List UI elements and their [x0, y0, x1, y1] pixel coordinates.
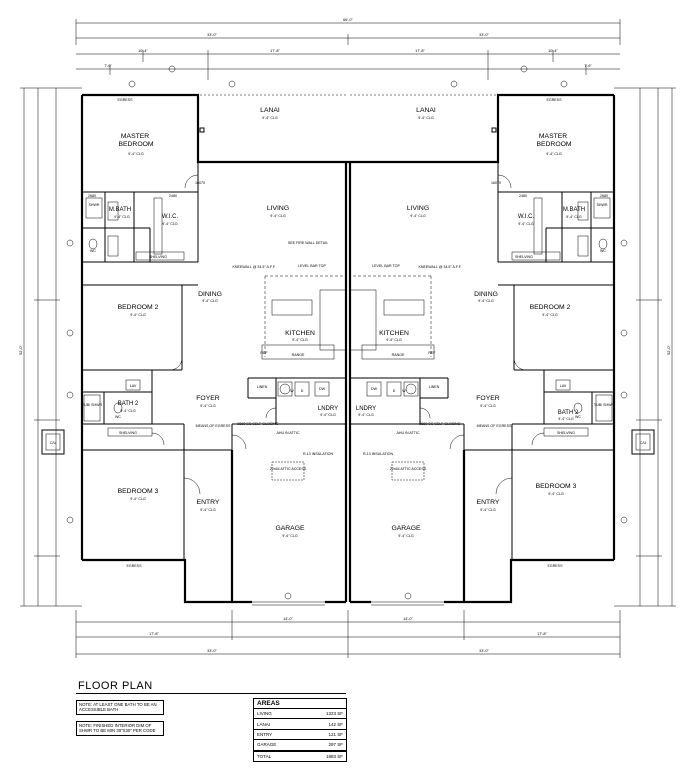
- exterior-walls: [82, 95, 614, 605]
- shelving-bath2-right: SHELVING: [557, 431, 575, 435]
- areas-total-value: 1883 SF: [325, 753, 343, 759]
- dryer-right: D: [392, 389, 396, 393]
- side-dimensions: [19, 88, 676, 606]
- areas-row-value: 121 SF: [328, 731, 343, 737]
- ahu-right: AHU IN ATTIC: [396, 431, 420, 435]
- lanai-right-clg: 9'-4" CLG: [418, 116, 434, 120]
- lanai-left-clg: 9'-4" CLG: [262, 116, 278, 120]
- master-right-clg: 9'-4" CLG: [546, 152, 562, 156]
- bedroom2-left-name: BEDROOM 2: [117, 304, 159, 311]
- kitchen-left-name: KITCHEN: [285, 330, 315, 337]
- dim-top-seg-3: 17'-8": [415, 49, 425, 53]
- dim-top-seg-1: 10'-4": [138, 49, 148, 53]
- dw-right: DW: [371, 387, 377, 391]
- areas-table: [253, 698, 347, 762]
- dim-bottom-half-right: 33'-0": [479, 649, 489, 653]
- foyer-left-name: FOYER: [196, 395, 220, 402]
- r13-right: R-13 INSULATION: [362, 452, 394, 456]
- linen-left: LINEN: [256, 385, 268, 389]
- bedroom3-left-clg: 9'-4" CLG: [130, 497, 146, 501]
- dim-right-overall: 52'-0": [667, 345, 671, 355]
- areas-row-value: 297 SF: [328, 742, 343, 748]
- areas-row-value: 1323 SF: [325, 711, 343, 717]
- dim-bottom-door-right: 14'-0": [403, 617, 413, 621]
- wic-left-name: W.I.C.: [161, 214, 179, 220]
- door-16070-left: 16070: [195, 181, 205, 185]
- ref-left: REF: [260, 351, 268, 355]
- areas-row-name: LANAI: [257, 721, 271, 727]
- egress-means-right: MEANS OF EGRESS: [476, 424, 512, 428]
- level-bar-left: LEVEL BAR TOP: [298, 264, 326, 268]
- bath2-left-name: BATH 2: [117, 401, 139, 407]
- shwr-left: SHWR: [88, 203, 100, 207]
- shelving-wic-left: SHELVING: [149, 255, 167, 259]
- areas-row-value: 142 SF: [328, 721, 343, 727]
- wc-bath2-right: WC: [575, 415, 581, 419]
- living-right-name: LIVING: [406, 205, 430, 212]
- interior-walls-left: [42, 162, 346, 560]
- dining-left-clg: 9'-4" CLG: [202, 299, 218, 303]
- areas-row: [254, 730, 346, 740]
- master-left-line2: BEDROOM: [118, 141, 154, 148]
- bedroom3-right-clg: 9'-4" CLG: [548, 492, 564, 496]
- master-right-line1: MASTER: [538, 133, 568, 140]
- lav-bath2-left: LAV: [129, 384, 137, 388]
- areas-row-name: GARAGE: [257, 742, 277, 748]
- dim-left-overall: 52'-0": [19, 345, 23, 355]
- mbath-left-clg: 9'-4" CLG: [114, 215, 130, 219]
- areas-row: [254, 709, 346, 719]
- r13-left: R-13 INSULATION: [302, 452, 334, 456]
- tub-left: TUB/ SHWR: [81, 403, 103, 407]
- master-left-name: [118, 133, 153, 148]
- cu-right: C/U: [639, 441, 647, 445]
- living-right-clg: 9'-4" CLG: [410, 214, 426, 218]
- egress-bed3-right: EGRESS: [547, 564, 563, 568]
- dim-bottom-seg-left: 17'-8": [149, 632, 159, 636]
- wc-mbath-right: WC: [600, 249, 606, 253]
- dining-left-name: DINING: [198, 291, 222, 298]
- kneewall-right: KNEEWALL @ 34.5" A.F.F.: [418, 265, 462, 269]
- dim-bottom-door-left: 14'-0": [283, 617, 293, 621]
- interior-walls-right: [350, 162, 654, 560]
- living-left-clg: 9'-4" CLG: [270, 214, 286, 218]
- wc-mbath-left: WC: [90, 249, 96, 253]
- entry-right-name: ENTRY: [476, 499, 500, 506]
- master-right-name: [536, 133, 571, 148]
- areas-row-name: LIVING: [257, 711, 272, 717]
- washer-left: W: [290, 389, 294, 393]
- master-right-line2: BEDROOM: [536, 141, 572, 148]
- areas-row: [254, 740, 346, 750]
- lav-bath2-right: LAV: [559, 384, 567, 388]
- lndry-right-clg: 9'-4" CLG: [358, 413, 374, 417]
- dim-half-left: 33'-0": [207, 33, 217, 37]
- wic-left-clg: 9'-4" CLG: [162, 222, 178, 226]
- egress-bed3-left: EGRESS: [126, 564, 142, 568]
- bath2-right-clg: 9'-4" CLG: [558, 417, 574, 421]
- dim-top-seg-4: 10'-4": [548, 49, 558, 53]
- door-2480-right: 2480: [519, 194, 527, 198]
- foyer-right-clg: 9'-4" CLG: [480, 404, 496, 408]
- see-fire-wall: SEE FIRE WALL DETAIL: [287, 241, 329, 245]
- door-2680-right: 2680: [600, 194, 608, 198]
- shelving-bath2-left: SHELVING: [119, 431, 137, 435]
- dim-bottom-half-left: 33'-0": [207, 649, 217, 653]
- bottom-dimensions: [76, 593, 620, 658]
- range-right: RANGE: [391, 353, 405, 357]
- tub-right: TUB/ SHWR: [593, 403, 615, 407]
- dim-top-seg-2: 17'-8": [270, 49, 280, 53]
- cu-left: C/U: [49, 441, 57, 445]
- bedroom2-left-clg: 9'-4" CLG: [130, 313, 146, 317]
- lndry-left-clg: 9'-4" CLG: [320, 413, 336, 417]
- note-shower-size: NOTE: FINISHED INTERIOR DIM OF SHWR TO BE MIN 30"X30" PER CODE: [76, 721, 164, 736]
- door-2480-left: 2480: [169, 194, 177, 198]
- note-accessible-bath: NOTE: AT LEAST ONE BATH TO BE AN ACCESSIBLE BATH: [76, 700, 164, 715]
- dim-bottom-seg-right: 17'-8": [537, 632, 547, 636]
- areas-row-name: ENTRY: [257, 731, 273, 737]
- level-bar-right: LEVEL BAR TOP: [372, 264, 400, 268]
- kitchen-right-clg: 9'-4" CLG: [386, 338, 402, 342]
- bedroom3-left-name: BEDROOM 3: [117, 488, 159, 495]
- floor-plan-title: FLOOR PLAN: [78, 680, 153, 692]
- dim-overall: 66'-0": [343, 18, 353, 22]
- living-left-name: LIVING: [266, 205, 290, 212]
- dim-top-small-left: 7'-6": [104, 64, 112, 68]
- entry-left-name: ENTRY: [196, 499, 220, 506]
- washer-right: W: [402, 389, 406, 393]
- lanai-right-name: LANAI: [416, 107, 436, 114]
- fire-door-left: 2880 SC SELF CLOSING: [237, 422, 279, 426]
- dw-left: DW: [319, 387, 325, 391]
- areas-total-name: TOTAL: [257, 753, 272, 759]
- shwr-right: SHWR: [596, 203, 608, 207]
- lndry-left-name: LNDRY: [317, 406, 339, 412]
- bedroom3-right-name: BEDROOM 3: [535, 483, 577, 490]
- shelving-wic-right: SHELVING: [515, 255, 533, 259]
- fire-door-right: 2880 SC SELF CLOSING: [419, 422, 461, 426]
- entry-right-clg: 9'-4" CLG: [480, 508, 496, 512]
- bath2-right-name: BATH 2: [557, 410, 579, 416]
- attic-right: 22x54 ATTIC ACCESS: [389, 467, 427, 471]
- wic-right-name: W.I.C.: [517, 214, 535, 220]
- ref-right: REF: [428, 351, 436, 355]
- door-2680-left: 2680: [88, 194, 96, 198]
- kitchen-right-name: KITCHEN: [379, 330, 409, 337]
- attic-left: 22x54 ATTIC ACCESS: [269, 467, 307, 471]
- garage-right-name: GARAGE: [391, 525, 421, 532]
- kitchen-left-clg: 9'-4" CLG: [292, 338, 308, 342]
- egress-master-left: EGRESS: [117, 98, 133, 102]
- egress-means-left: MEANS OF EGRESS: [195, 424, 231, 428]
- areas-row: [254, 719, 346, 729]
- linen-right: LINEN: [428, 385, 440, 389]
- dim-half-right: 33'-0": [479, 33, 489, 37]
- areas-total-row: [254, 751, 346, 761]
- wc-bath2-left: WC: [115, 415, 121, 419]
- garage-right-clg: 9'-4" CLG: [398, 534, 414, 538]
- door-swings: [152, 175, 544, 494]
- dim-top-small-right: 7'-6": [584, 64, 592, 68]
- ahu-left: AHU IN ATTIC: [276, 431, 300, 435]
- garage-left-name: GARAGE: [275, 525, 305, 532]
- garage-left-clg: 9'-4" CLG: [282, 534, 298, 538]
- mbath-left-name: M.BATH: [108, 207, 132, 213]
- dining-right-clg: 9'-4" CLG: [478, 299, 494, 303]
- bedroom2-right-clg: 9'-4" CLG: [542, 313, 558, 317]
- lndry-right-name: LNDRY: [355, 406, 377, 412]
- range-left: RANGE: [291, 353, 305, 357]
- wic-right-clg: 9'-4" CLG: [518, 222, 534, 226]
- mbath-right-name: M.BATH: [562, 207, 586, 213]
- master-left-clg: 9'-4" CLG: [128, 152, 144, 156]
- egress-master-right: EGRESS: [546, 98, 562, 102]
- lanai-left-name: LANAI: [260, 107, 280, 114]
- areas-title: AREAS: [254, 699, 346, 709]
- master-left-line1: MASTER: [120, 133, 150, 140]
- bedroom2-right-name: BEDROOM 2: [529, 304, 571, 311]
- entry-left-clg: 9'-4" CLG: [200, 508, 216, 512]
- dining-right-name: DINING: [474, 291, 498, 298]
- mbath-right-clg: 9'-4" CLG: [566, 215, 582, 219]
- door-16070-right: 16070: [491, 181, 501, 185]
- room-labels-left: [109, 107, 338, 538]
- title-underline: [76, 693, 346, 694]
- room-labels-right: [356, 107, 585, 538]
- bath2-left-clg: 9'-4" CLG: [120, 409, 136, 413]
- top-dimensions: [76, 18, 620, 87]
- foyer-left-clg: 9'-4" CLG: [200, 404, 216, 408]
- kneewall-left: KNEEWALL @ 34.5" A.F.F.: [232, 265, 276, 269]
- foyer-right-name: FOYER: [476, 395, 500, 402]
- dryer-left: D: [300, 389, 304, 393]
